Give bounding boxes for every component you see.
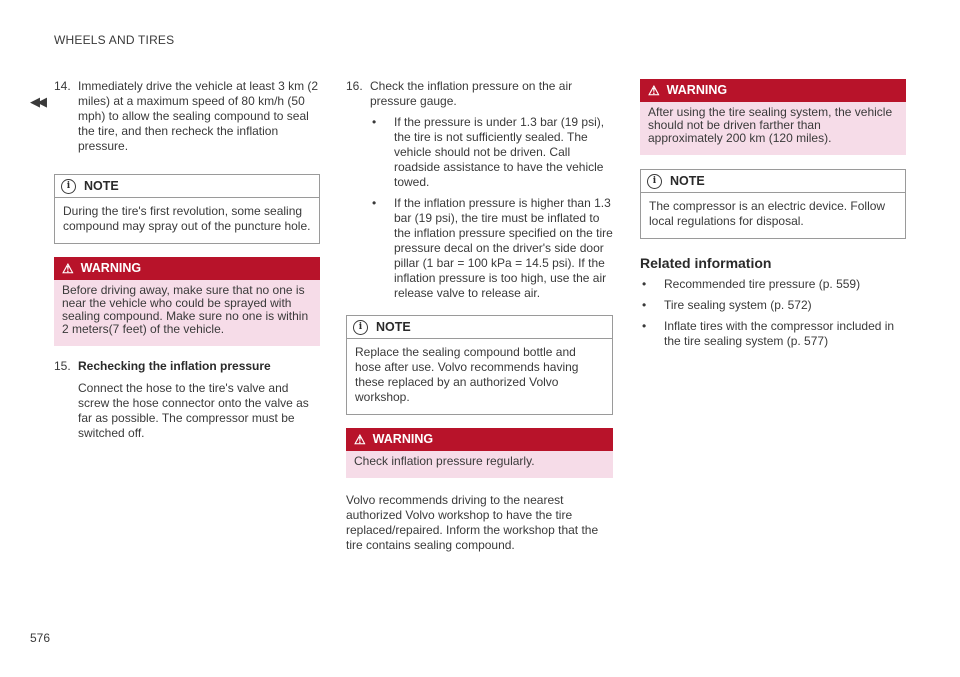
related-information-heading: Related information [640, 255, 772, 271]
bullet-icon: • [372, 115, 377, 129]
note-header [55, 175, 319, 198]
related-link-text[interactable]: Recommended tire pressure (p. 559) [664, 277, 861, 291]
column-2 [346, 79, 613, 553]
warning-body: Before driving away, make sure that no one is near the vehicle who could be sprayed with sealing compound. Make sure no one is within 2 meters(7 feet) of the vehicle. [54, 280, 320, 346]
list-item [370, 115, 613, 190]
step-body: Connect the hose to the tire's valve and screw the hose connector onto the valve as far as possible. The compressor must be switched off. [78, 381, 309, 440]
warning-box [54, 257, 320, 346]
warning-label: WARNING [372, 432, 434, 446]
warning-label: WARNING [666, 83, 728, 97]
bullet-icon: • [642, 277, 647, 291]
note-box [54, 174, 320, 244]
note-body: The compressor is an electric device. Follow local regulations for disposal. [649, 199, 886, 228]
bullet-icon: • [642, 298, 647, 312]
warning-label: WARNING [80, 261, 142, 275]
warning-header [346, 428, 613, 451]
double-chevron-left-icon[interactable]: ◀◀ [30, 94, 44, 109]
warning-triangle-icon: ⚠ [648, 83, 660, 98]
note-header [347, 316, 612, 339]
note-box [640, 169, 906, 239]
step-number: 14. [54, 79, 71, 93]
warning-header [640, 79, 906, 102]
warning-triangle-icon: ⚠ [62, 261, 74, 276]
related-link-text[interactable]: Inflate tires with the compressor included in the tire sealing system (p. 577) [664, 319, 895, 348]
warning-box [640, 79, 906, 155]
related-links-list [640, 277, 906, 349]
page-number: 576 [30, 631, 51, 645]
info-icon: i [353, 320, 368, 335]
note-header [641, 170, 905, 193]
step-text: Immediately drive the vehicle at least 3 km (2 miles) at a maximum speed of 80 km/h (50 mph) to allow the sealing compound to seal the tire, and then recheck the inflation pressure. [78, 79, 319, 153]
warning-header [54, 257, 320, 280]
warning-box [346, 428, 613, 478]
warning-triangle-icon: ⚠ [354, 432, 366, 447]
step-14 [54, 79, 320, 154]
column-3 [640, 79, 906, 349]
related-link[interactable] [640, 277, 906, 292]
step-16 [346, 79, 613, 109]
column-1 [54, 79, 320, 441]
step-15 [54, 359, 320, 374]
step-number: 16. [346, 79, 363, 93]
bullet-icon: • [372, 196, 377, 210]
note-body: Replace the sealing compound bottle and hose after use. Volvo recommends having these replaced by an authorized Volvo workshop. [355, 345, 579, 404]
bullet-list [346, 115, 613, 301]
info-icon: i [61, 179, 76, 194]
note-label: NOTE [84, 178, 119, 193]
related-link[interactable] [640, 298, 906, 313]
body-paragraph: Volvo recommends driving to the nearest authorized Volvo workshop to have the tire replaced/repaired. Inform the workshop that the tire contains sealing compound. [346, 493, 599, 552]
bullet-icon: • [642, 319, 647, 333]
note-body: During the tire's first revolution, some sealing compound may spray out of the puncture hole. [63, 204, 311, 233]
note-box [346, 315, 613, 415]
note-label: NOTE [670, 173, 705, 188]
warning-body: Check inflation pressure regularly. [346, 451, 613, 478]
list-item-text: If the inflation pressure is higher than 1.3 bar (19 psi), the tire must be inflated to the inflation pressure specified on the tire pressure decal on the driver's side door pillar (1 bar = 100 kPa = 14.5 psi). If the inflation pressure is too high, use the air release valve to release air. [394, 196, 613, 300]
step-title: Rechecking the inflation pressure [78, 359, 271, 373]
note-label: NOTE [376, 319, 411, 334]
step-number: 15. [54, 359, 71, 373]
info-icon: i [647, 174, 662, 189]
page-header-title: WHEELS AND TIRES [54, 33, 175, 47]
list-item [370, 196, 613, 301]
list-item-text: If the pressure is under 1.3 bar (19 psi), the tire is not sufficiently sealed. The vehicle should not be driven. Call roadside assistance to have the vehicle towed. [394, 115, 605, 189]
related-link[interactable] [640, 319, 906, 349]
warning-body: After using the tire sealing system, the vehicle should not be driven farther than approximately 200 km (120 miles). [640, 102, 906, 155]
related-link-text[interactable]: Tire sealing system (p. 572) [664, 298, 812, 312]
step-text: Check the inflation pressure on the air pressure gauge. [370, 79, 573, 108]
